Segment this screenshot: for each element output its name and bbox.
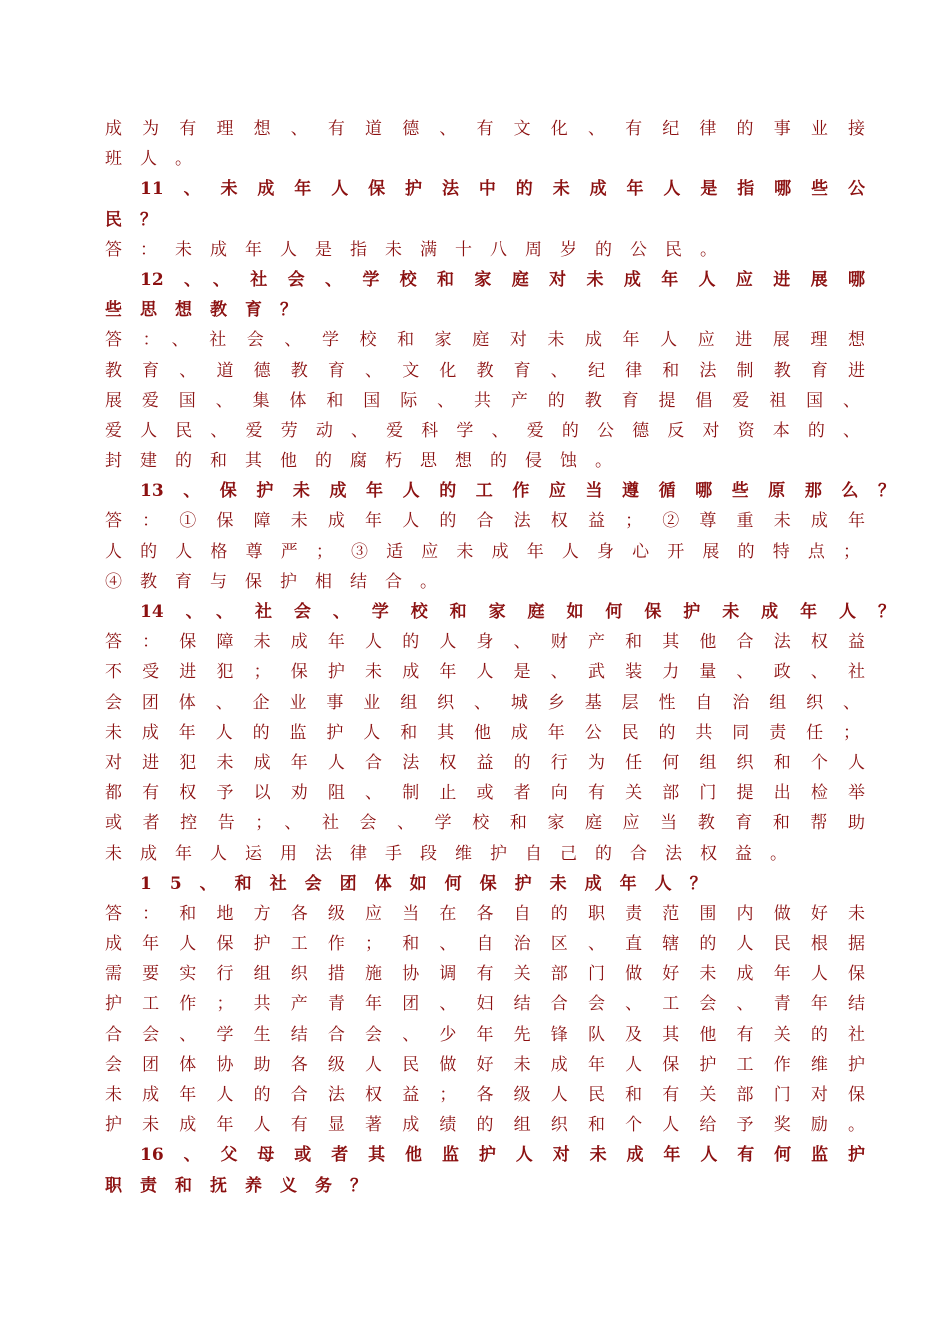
answer-line: 答：①保障未成年人的合法权益；②尊重未成年: [105, 511, 865, 532]
answer-line: ④教育与保护相结合。: [105, 571, 455, 592]
answer-line: 未成年人的监护人和其他成年公民的共同责任；: [105, 722, 860, 743]
question-line: 16、父母或者其他监护人对未成年人有何监护: [140, 1145, 865, 1166]
question-line: 11、未成年人保护法中的未成年人是指哪些公: [140, 179, 865, 200]
answer-line: 护工作；共产青年团、妇结合会、工会、青年结: [105, 994, 865, 1015]
answer-line: 对进犯未成年人合法权益的行为任何组织和个人: [105, 752, 865, 773]
question-line: 13、保护未成年人的工作应当遵循哪些原那么？: [140, 481, 895, 502]
answer-line: 答：和地方各级应当在各自的职责范围内做好未: [105, 903, 865, 924]
answer-line: 成为有理想、有道德、有文化、有纪律的事业接: [105, 119, 865, 139]
answer-line: 会团体协助各级人民做好未成年人保护工作维护: [105, 1054, 865, 1075]
answer-line: 答：保障未成年人的人身、财产和其他合法权益: [105, 632, 865, 653]
answer-line: 展爱国、集体和国际、共产的教育提倡爱祖国、: [105, 390, 860, 411]
answer-line: 封建的和其他的腐朽思想的侵蚀。: [105, 451, 630, 472]
document-body: [105, 114, 895, 1201]
answer-line: 教育、道德教育、文化教育、纪律和法制教育进: [105, 360, 865, 381]
answer-line: 不受进犯；保护未成年人是、武装力量、政、社: [105, 662, 865, 683]
question-line: 12、、社会、学校和家庭对未成年人应进展哪: [140, 269, 865, 290]
question-line: 些思想教育？: [105, 300, 315, 321]
answer-line: 需要实行组织措施协调有关部门做好未成年人保: [105, 964, 865, 985]
answer-line: 合会、学生结合会、少年先锋队及其他有关的社: [105, 1024, 865, 1045]
answer-line: 都有权予以劝阻、制止或者向有关部门提出检举: [105, 783, 865, 804]
answer-line: 人的人格尊严；③适应未成年人身心开展的特点；: [105, 541, 860, 562]
answer-line: 护未成年人有显著成绩的组织和个人给予奖励。: [105, 1115, 865, 1136]
answer-line: 会团体、企业事业组织、城乡基层性自治组织、: [105, 692, 860, 713]
question-line: 14、、社会、学校和家庭如何保护未成年人？: [140, 602, 895, 622]
answer-line: 爱人民、爱劳动、爱科学、爱的公德反对资本的、: [105, 420, 860, 441]
answer-line: 未成年人的合法权益；各级人民和有关部门对保: [105, 1085, 865, 1105]
question-line: 民？: [105, 209, 175, 230]
answer-line: 成年人保护工作；和、自治区、直辖的人民根据: [105, 934, 865, 955]
answer-line: 答：、社会、学校和家庭对未成年人应进展理想: [105, 330, 865, 351]
answer-line: 未成年人运用法律手段维护自己的合法权益。: [105, 843, 805, 864]
question-line: 职责和抚养义务？: [105, 1175, 385, 1196]
question-line: 15、和社会团体如何保护未成年人？: [140, 873, 725, 894]
answer-line: 班人。: [105, 149, 210, 170]
answer-line: 答：未成年人是指未满十八周岁的公民。: [105, 239, 735, 260]
answer-line: 或者控告；、社会、学校和家庭应当教育和帮助: [105, 813, 865, 834]
